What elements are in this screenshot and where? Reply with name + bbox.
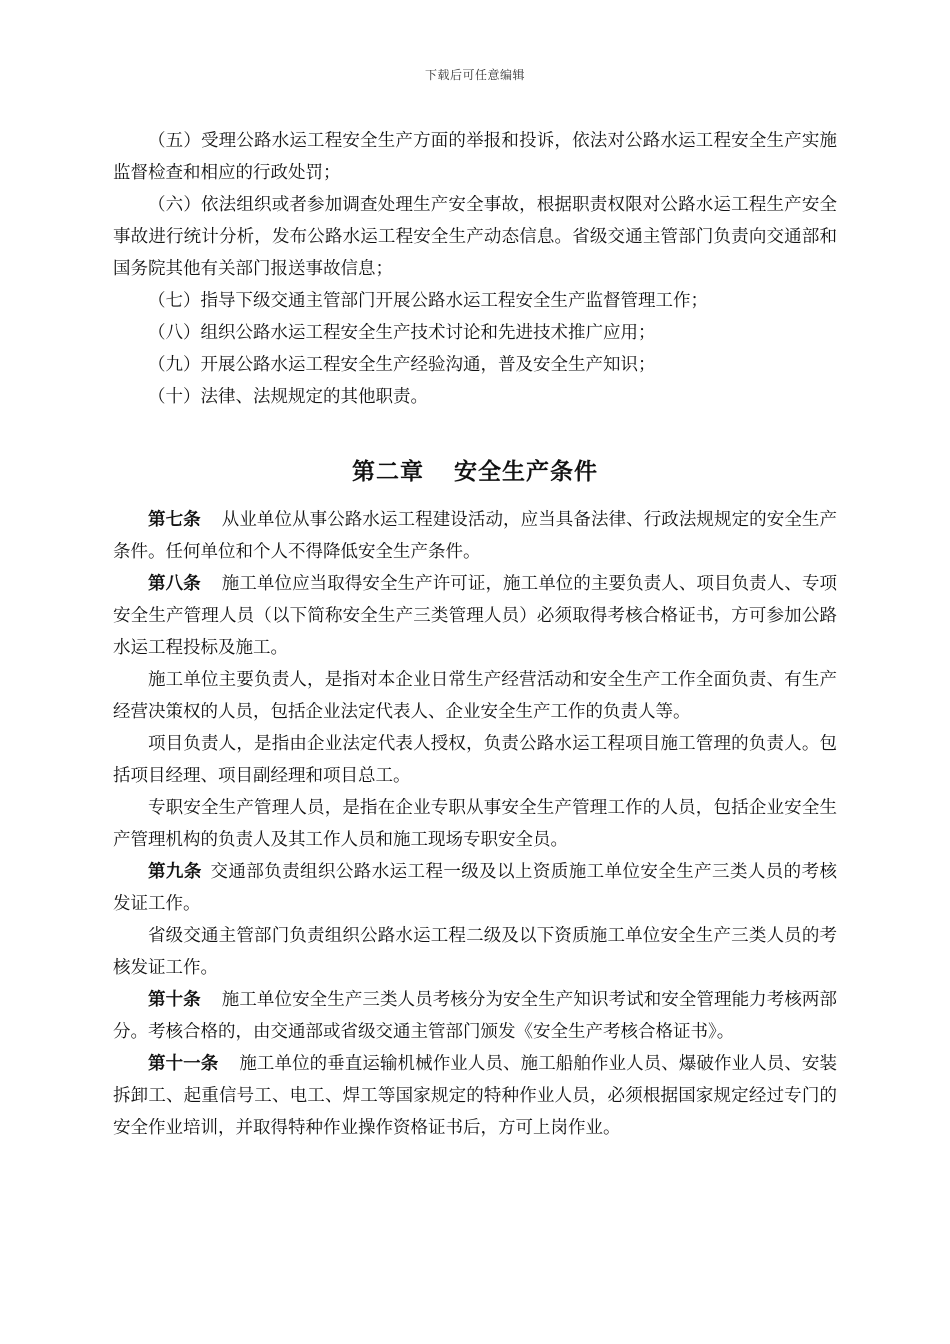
article-10-text: 施工单位安全生产三类人员考核分为安全生产知识考试和安全管理能力考核两部分。考核合格的，由交通部或省级交通主管部门颁发《安全生产考核合格证书》。 (113, 990, 838, 1042)
article-8-text: 施工单位应当取得安全生产许可证，施工单位的主要负责人、项目负责人、专项安全生产管理人员（以下简称安全生产三类管理人员）必须取得考核合格证书，方可参加公路水运工程投标及施工。 (113, 574, 838, 658)
article-11 (113, 1048, 837, 1144)
list-item-6: （六）依法组织或者参加调查处理生产安全事故，根据职责权限对公路水运工程生产安全事故进行统计分析，发布公路水运工程安全生产动态信息。省级交通主管部门负责向交通部和国务院其他有关部门报送事故信息； (113, 195, 837, 279)
article-9-para-2: 省级交通主管部门负责组织公路水运工程二级及以下资质施工单位安全生产三类人员的考核发证工作。 (113, 926, 837, 978)
article-8-para-4: 专职安全生产管理人员，是指在企业专职从事安全生产管理工作的人员，包括企业安全生产管理机构的负责人及其工作人员和施工现场专职安全员。 (113, 798, 837, 850)
list-item-10: （十）法律、法规规定的其他职责。 (148, 387, 428, 407)
article-7-lead: 第七条 (148, 510, 201, 530)
article-9-text: 交通部负责组织公路水运工程一级及以上资质施工单位安全生产三类人员的考核发证工作。 (113, 862, 838, 914)
article-10-lead: 第十条 (148, 990, 201, 1010)
article-7-text: 从业单位从事公路水运工程建设活动，应当具备法律、行政法规规定的安全生产条件。任何单位和个人不得降低安全生产条件。 (113, 510, 838, 562)
article-9-lead: 第九条 (148, 862, 202, 882)
list-item-7: （七）指导下级交通主管部门开展公路水运工程安全生产监督管理工作； (148, 291, 708, 311)
article-8-para-3: 项目负责人，是指由企业法定代表人授权，负责公路水运工程项目施工管理的负责人。包括项目经理、项目副经理和项目总工。 (113, 734, 837, 786)
header-note: 下载后可任意编辑 (424, 68, 525, 82)
article-8-lead: 第八条 (148, 574, 201, 594)
chapter-number: 第二章 (352, 459, 425, 485)
document-body (113, 125, 837, 1144)
article-8-para-2: 施工单位主要负责人，是指对本企业日常生产经营活动和安全生产工作全面负责、有生产经营决策权的人员，包括企业法定代表人、企业安全生产工作的负责人等。 (113, 670, 837, 722)
article-11-lead: 第十一条 (148, 1054, 219, 1074)
article-11-text: 施工单位的垂直运输机械作业人员、施工船舶作业人员、爆破作业人员、安装拆卸工、起重信号工、电工、焊工等国家规定的特种作业人员，必须根据国家规定经过专门的安全作业培训，并取得特种作业操作资格证书后，方可上岗作业。 (113, 1054, 838, 1138)
article-7 (113, 504, 837, 568)
list-item-5: （五）受理公路水运工程安全生产方面的举报和投诉，依法对公路水运工程安全生产实施监督检查和相应的行政处罚； (113, 131, 837, 183)
article-8 (113, 568, 837, 664)
list-item-9: （九）开展公路水运工程安全生产经验沟通，普及安全生产知识； (148, 355, 656, 375)
chapter-title (113, 453, 837, 486)
list-item-8: （八）组织公路水运工程安全生产技术讨论和先进技术推广应用； (148, 323, 656, 343)
article-10 (113, 984, 837, 1048)
chapter-name: 安全生产条件 (453, 459, 598, 485)
article-9 (113, 856, 837, 920)
